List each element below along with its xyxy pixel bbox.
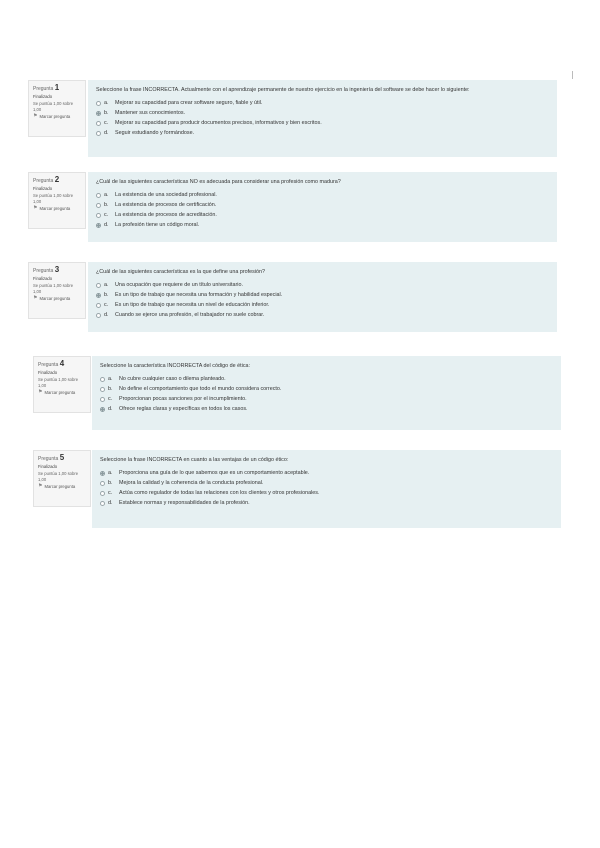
radio-button[interactable]	[100, 501, 105, 506]
flag-label: Marcar pregunta	[39, 296, 71, 302]
answer-option[interactable]	[96, 300, 549, 310]
answer-letter: d.	[104, 222, 109, 228]
answer-list	[96, 280, 549, 320]
flag-question-link[interactable]	[38, 390, 86, 395]
question-content	[92, 356, 561, 430]
answer-option[interactable]	[96, 118, 549, 128]
answer-text: La existencia de una sociedad profesional.	[115, 192, 217, 198]
answer-text: Proporciona una guía de lo que sabemos que es un comportamiento aceptable.	[119, 470, 310, 476]
answer-option[interactable]	[96, 220, 549, 230]
question-grade: Se puntúa 1,00 sobre 1,00	[38, 377, 79, 388]
answer-letter: c.	[104, 212, 109, 218]
answer-letter: b.	[108, 386, 113, 392]
question-label: Pregunta	[33, 268, 54, 274]
question-info	[28, 172, 86, 229]
question-label: Pregunta	[33, 86, 54, 92]
answer-letter: c.	[108, 396, 113, 402]
answer-list	[96, 98, 549, 138]
question-number	[33, 176, 81, 185]
answer-letter: b.	[104, 292, 109, 298]
question-text: Seleccione la frase INCORRECTA. Actualmente con el aprendizaje permanente de nuestro ejercicio en la ingeniería del software se debe hacer lo siguiente:	[96, 87, 470, 93]
question-state: Finalizado	[33, 186, 53, 191]
answer-option[interactable]	[96, 98, 549, 108]
answer-letter: c.	[104, 302, 109, 308]
answer-option[interactable]	[96, 310, 549, 320]
question-number	[38, 454, 86, 463]
flag-icon: ⚑	[38, 483, 43, 490]
question-info	[33, 356, 91, 413]
question-number-value: 2	[54, 175, 60, 184]
answer-letter: a.	[104, 282, 109, 288]
question-number-value: 4	[59, 359, 65, 368]
answer-option[interactable]	[96, 190, 549, 200]
answer-option[interactable]	[100, 404, 553, 414]
radio-button-selected[interactable]	[96, 293, 101, 298]
answer-option[interactable]	[100, 394, 553, 404]
question-number	[38, 360, 86, 369]
answer-text: Mejorar su capacidad para crear software seguro, fiable y útil.	[115, 100, 263, 106]
flag-icon: ⚑	[33, 295, 38, 302]
answer-text: Proporcionan pocas sanciones por el incumplimiento.	[119, 396, 247, 402]
answer-option[interactable]	[96, 108, 549, 118]
answer-letter: b.	[104, 110, 109, 116]
radio-button[interactable]	[96, 193, 101, 198]
question-grade: Se puntúa 1,00 sobre 1,00	[33, 193, 74, 204]
answer-list	[100, 468, 553, 508]
answer-text: Actúa como regulador de todas las relaciones con los clientes y otros profesionales.	[119, 490, 320, 496]
question-state: Finalizado	[33, 276, 53, 281]
flag-icon: ⚑	[33, 113, 38, 120]
flag-label: Marcar pregunta	[39, 206, 71, 212]
question-number-value: 3	[54, 265, 60, 274]
answer-option[interactable]	[96, 210, 549, 220]
flag-question-link[interactable]	[33, 296, 81, 301]
answer-letter: a.	[104, 100, 109, 106]
question-state: Finalizado	[33, 94, 53, 99]
radio-button[interactable]	[96, 121, 101, 126]
answer-text: Establece normas y responsabilidades de la profesión.	[119, 500, 250, 506]
answer-text: Mejorar su capacidad para producir documentos precisos, informativos y bien escritos.	[115, 120, 322, 126]
question-number-value: 5	[59, 453, 65, 462]
answer-letter: d.	[104, 130, 109, 136]
question-text: ¿Cuál de las siguientes características NO es adecuada para considerar una profesión como madura?	[96, 179, 341, 185]
answer-option[interactable]	[100, 478, 553, 488]
radio-button[interactable]	[96, 203, 101, 208]
answer-text: Ofrece reglas claras y específicas en todos los casos.	[119, 406, 248, 412]
answer-letter: a.	[108, 376, 113, 382]
flag-label: Marcar pregunta	[44, 390, 76, 396]
scrollbar-mark	[572, 71, 573, 79]
radio-button[interactable]	[100, 377, 105, 382]
answer-letter: c.	[104, 120, 109, 126]
question-info	[33, 450, 91, 507]
radio-button[interactable]	[100, 481, 105, 486]
radio-button[interactable]	[96, 303, 101, 308]
answer-option[interactable]	[100, 488, 553, 498]
question-grade: Se puntúa 1,00 sobre 1,00	[33, 283, 74, 294]
question-label: Pregunta	[38, 456, 59, 462]
answer-text: Mejora la calidad y la coherencia de la conducta profesional.	[119, 480, 264, 486]
answer-option[interactable]	[96, 290, 549, 300]
answer-text: Cuando se ejerce una profesión, el trabajador no suele cobrar.	[115, 312, 265, 318]
radio-button-selected[interactable]	[100, 407, 105, 412]
answer-text: Seguir estudiando y formándose.	[115, 130, 195, 136]
question-info	[28, 262, 86, 319]
radio-button[interactable]	[100, 387, 105, 392]
question-number-value: 1	[54, 83, 60, 92]
answer-letter: a.	[104, 192, 109, 198]
radio-button[interactable]	[96, 313, 101, 318]
question-text: Seleccione la frase INCORRECTA en cuanto a las ventajas de un código ético:	[100, 457, 289, 463]
flag-question-link[interactable]	[38, 484, 86, 489]
question-state: Finalizado	[38, 370, 58, 375]
answer-letter: a.	[108, 470, 113, 476]
question-grade: Se puntúa 1,00 sobre 1,00	[33, 101, 74, 112]
answer-letter: b.	[108, 480, 113, 486]
answer-text: La profesión tiene un código moral.	[115, 222, 200, 228]
answer-option[interactable]	[100, 468, 553, 478]
radio-button[interactable]	[96, 283, 101, 288]
answer-letter: b.	[104, 202, 109, 208]
answer-text: No define el comportamiento que todo el mundo considera correcto.	[119, 386, 282, 392]
answer-option[interactable]	[100, 374, 553, 384]
flag-label: Marcar pregunta	[39, 114, 71, 120]
radio-button[interactable]	[100, 491, 105, 496]
radio-button-selected[interactable]	[96, 223, 101, 228]
answer-letter: d.	[108, 500, 113, 506]
question-number	[33, 266, 81, 275]
question-state: Finalizado	[38, 464, 58, 469]
answer-text: La existencia de procesos de acreditación.	[115, 212, 217, 218]
flag-question-link[interactable]	[33, 206, 81, 211]
answer-option[interactable]	[96, 200, 549, 210]
question-content	[88, 262, 557, 332]
answer-letter: d.	[108, 406, 113, 412]
flag-icon: ⚑	[33, 205, 38, 212]
question-content	[88, 172, 557, 242]
radio-button-selected[interactable]	[100, 471, 105, 476]
question-label: Pregunta	[38, 362, 59, 368]
answer-option[interactable]	[96, 128, 549, 138]
answer-text: No cubre cualquier caso o dilema planteado.	[119, 376, 226, 382]
answer-text: La existencia de procesos de certificación.	[115, 202, 217, 208]
flag-icon: ⚑	[38, 389, 43, 396]
question-text: ¿Cuál de las siguientes características es la que define una profesión?	[96, 269, 266, 275]
answer-text: Es un tipo de trabajo que necesita una formación y habilidad especial.	[115, 292, 283, 298]
question-label: Pregunta	[33, 178, 54, 184]
flag-label: Marcar pregunta	[44, 484, 76, 490]
radio-button[interactable]	[96, 101, 101, 106]
answer-text: Es un tipo de trabajo que necesita un nivel de educación inferior.	[115, 302, 270, 308]
question-content	[88, 80, 557, 157]
answer-option[interactable]	[96, 280, 549, 290]
question-content	[92, 450, 561, 528]
answer-option[interactable]	[100, 498, 553, 508]
answer-letter: c.	[108, 490, 113, 496]
flag-question-link[interactable]	[33, 114, 81, 119]
answer-text: Una ocupación que requiere de un título universitario.	[115, 282, 243, 288]
radio-button[interactable]	[96, 131, 101, 136]
answer-text: Mantener sus conocimientos.	[115, 110, 186, 116]
answer-letter: d.	[104, 312, 109, 318]
answer-list	[96, 190, 549, 230]
question-info	[28, 80, 86, 137]
question-number	[33, 84, 81, 93]
question-text: Seleccione la característica INCORRECTA del código de ética:	[100, 363, 251, 369]
question-grade: Se puntúa 1,00 sobre 1,00	[38, 471, 79, 482]
answer-option[interactable]	[100, 384, 553, 394]
radio-button[interactable]	[100, 397, 105, 402]
answer-list	[100, 374, 553, 414]
radio-button-selected[interactable]	[96, 111, 101, 116]
radio-button[interactable]	[96, 213, 101, 218]
